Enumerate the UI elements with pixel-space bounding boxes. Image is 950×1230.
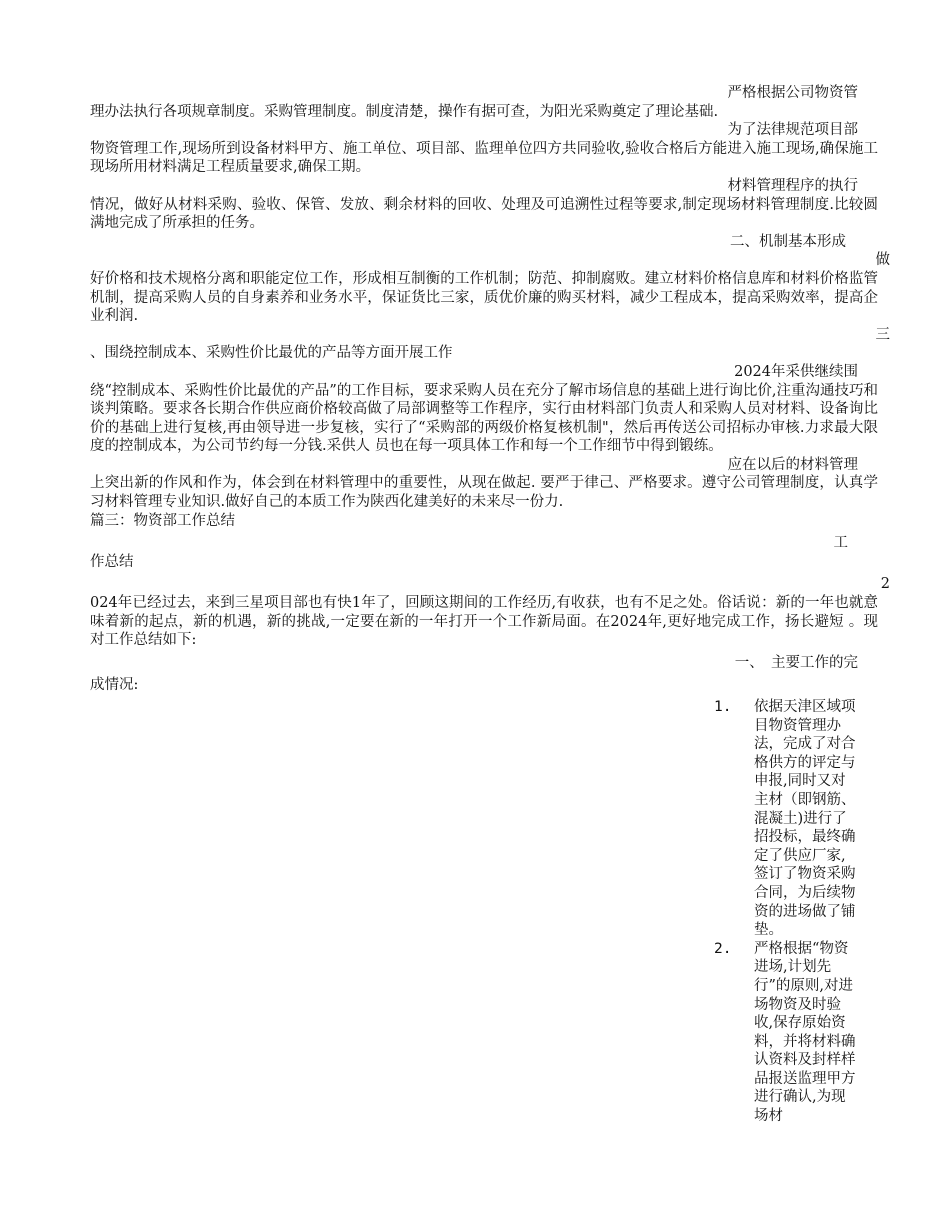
paragraph-2-lead: 为了法律规范项目部 <box>727 122 858 139</box>
document-body <box>90 84 890 695</box>
section-title: 篇三：物资部工作总结 <box>90 512 235 529</box>
numbered-list <box>714 698 864 1126</box>
list-item-number: 2. <box>714 940 732 957</box>
paragraph-7-lead: 2 <box>880 576 890 593</box>
main-work-heading: 成情况: <box>90 677 139 694</box>
paragraph-7: 024年已经过去，来到三星项目部也有快1年了，回顾这期间的工作经历,有收获，也有不足之处。俗话说：新的一年也就意味着新的起点，新的机遇，新的挑战,一定要在新的一年打开一个工作新局面。在2024年,更好地完成工作，扬长避短 。现对工作总结如下: <box>90 595 878 649</box>
paragraph-1-lead: 严格根据公司物资管 <box>727 85 858 101</box>
summary-title: 作总结 <box>90 553 134 570</box>
paragraph-5-lead: 2024年采供继续围 <box>734 363 858 380</box>
paragraph-1: 理办法执行各项规章制度。采购管理制度。制度清楚，操作有据可查，为阳光采购奠定了理论基础. <box>90 103 719 120</box>
paragraph-4: 好价格和技术规格分离和职能定位工作，形成相互制衡的工作机制；防范、抑制腐败。建立材料价格信息库和材料价格监管机制，提高采购人员的自身素养和业务水平，保证货比三家，质优价廉的购买材料，减少工程成本，提高采购效率，提高企业利润. <box>90 270 878 325</box>
main-work-heading-lead: 一、 主要工作的完 <box>734 654 858 671</box>
paragraph-6-lead: 应在以后的材料管理 <box>727 456 858 473</box>
list-item-number: 1. <box>714 699 732 715</box>
paragraph-6: 上突出新的作风和作为，体会到在材料管理中的重要性，从现在做起. 要严于律己、严格要求。遵守公司管理制度，认真学习材料管理专业知识.做好自己的本质工作为陕西化建美好的未来尽一份力. <box>90 475 878 511</box>
heading-2: 二、机制基本形成 <box>730 233 846 250</box>
paragraph-3-lead: 材料管理程序的执行 <box>727 177 858 194</box>
paragraph-2: 物资管理工作,现场所到设备材料甲方、施工单位、项目部、监理单位四方共同验收,验收合格后方能进入施工现场,确保施工现场所用材料满足工程质量要求,确保工期。 <box>90 140 878 176</box>
paragraph-3: 情况，做好从材料采购、验收、保管、发放、剩余材料的回收、处理及可追溯性过程等要求,制定现场材料管理制度.比较圆满地完成了所承担的任务。 <box>90 196 878 232</box>
list-item-text: 严格根据“物资进场,计划先行”的原则,对进场物资及时验收,保存原始资料，并将材料确认资料及封样样品报送监理甲方进行确认,为现场材 <box>754 940 856 1125</box>
summary-title-lead: 工 <box>833 535 848 552</box>
heading-3-lead: 三 <box>875 326 890 343</box>
heading-3: 、围绕控制成本、采购性价比最优的产品等方面开展工作 <box>90 345 453 362</box>
list-item <box>714 698 864 940</box>
list-item <box>714 940 864 1126</box>
paragraph-4-lead: 做 <box>875 252 890 269</box>
list-item-text: 依据天津区域项目物资管理办法，完成了对合格供方的评定与申报,同时又对主材（即钢筋、混凝土)进行了招投标，最终确定了供应厂家,签订了物资采购合同，为后续物资的进场做了铺垫。 <box>754 699 856 939</box>
paragraph-5: 绕“控制成本、采购性价比最优的产品”的工作目标，要求采购人员在充分了解市场信息的基础上进行询比价,注重沟通技巧和谈判策略。要求各长期合作供应商价格较高做了局部调整等工作程序，实行由材料部门负责人和采购人员对材料、设备询比价的基础上进行复核,再由领导进一步复核，实行了“采购部的两级价格复核机制"，然后再传送公司招标办审核.力求最大限度的控制成本，为公司节约每一分钱.采供人 员也在每一项具体工作和每一个工作细节中得到锻练。 <box>90 382 878 455</box>
